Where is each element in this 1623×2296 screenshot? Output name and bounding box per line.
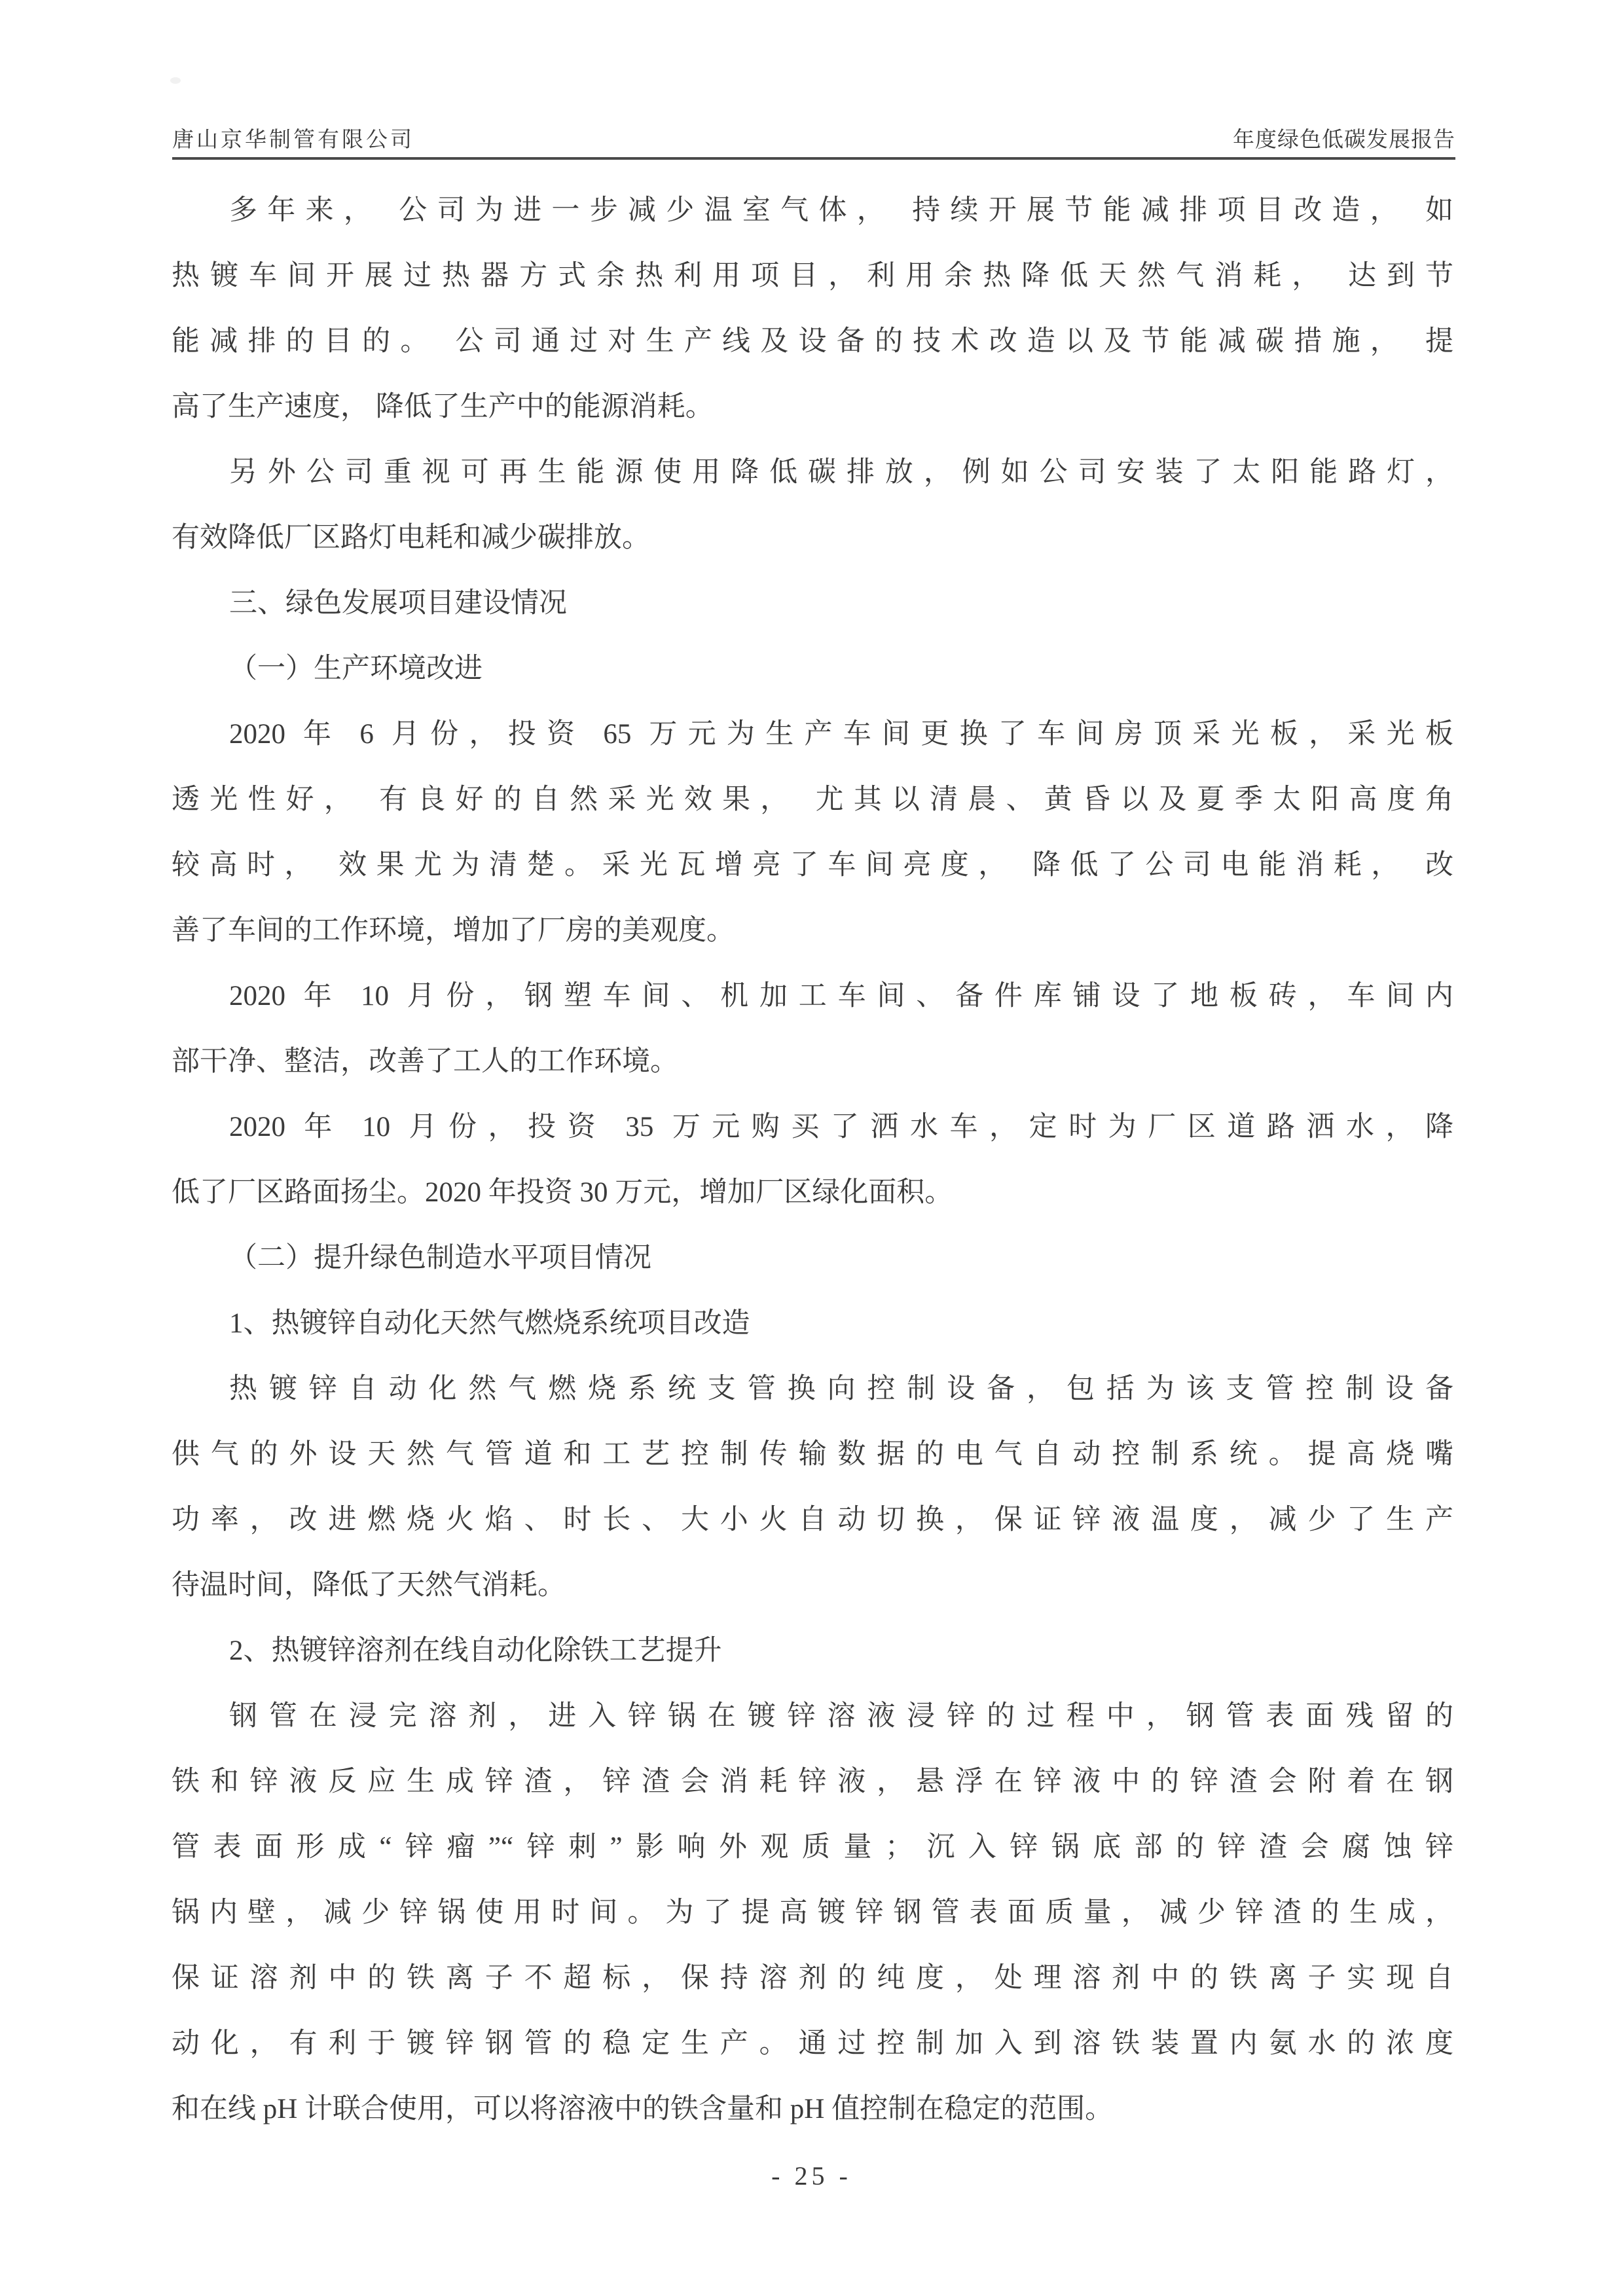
- body-line: 善了车间的工作环境，增加了厂房的美观度。: [172, 915, 735, 946]
- body-line: 和在线 pH 计联合使用，可以将溶液中的铁含量和 pH 值控制在稳定的范围。: [172, 2094, 1114, 2124]
- body-line: 动化，有利于镀锌钢管的稳定生产。通过控制加入到溶铁装置内氨水的浓度: [172, 2028, 1453, 2059]
- body-line: 2020 年 10 月份，钢塑车间、机加工车间、备件库铺设了地板砖，车间内: [229, 981, 1453, 1011]
- body-line: 另外公司重视可再生能源使用降低碳排放，例如公司安装了太阳能路灯，: [229, 457, 1453, 488]
- body-line: （二）提升绿色制造水平项目情况: [229, 1243, 651, 1273]
- body-line: 高了生产速度， 降低了生产中的能源消耗。: [172, 392, 714, 422]
- body-line: 管表面形成“锌瘤”“锌刺”影响外观质量；沉入锌锅底部的锌渣会腐蚀锌: [172, 1832, 1453, 1863]
- header-report-title: 年度绿色低碳发展报告: [1233, 128, 1455, 152]
- document-body: [172, 178, 1453, 2142]
- scan-artifact: [170, 77, 181, 84]
- body-line: （一）生产环境改进: [229, 653, 483, 684]
- page-footer: [0, 2160, 1623, 2191]
- body-line: 2、热镀锌溶剂在线自动化除铁工艺提升: [229, 1635, 722, 1666]
- body-line: 有效降低厂区路灯电耗和减少碳排放。: [172, 522, 650, 553]
- body-line: 钢管在浸完溶剂，进入锌锅在镀锌溶液浸锌的过程中，钢管表面残留的: [229, 1701, 1453, 1732]
- body-line: 2020 年 10 月份，投资 35 万元购买了洒水车，定时为厂区道路洒水，降: [229, 1112, 1453, 1142]
- body-line: 多年来， 公司为进一步减少温室气体， 持续开展节能减排项目改造， 如: [229, 195, 1453, 226]
- body-line: 2020 年 6 月份，投资 65 万元为生产车间更换了车间房顶采光板，采光板: [229, 719, 1453, 750]
- body-line: 较高时， 效果尤为清楚。采光瓦增亮了车间亮度， 降低了公司电能消耗， 改: [172, 850, 1453, 881]
- body-line: 功率，改进燃烧火焰、时长、大小火自动切换，保证锌液温度，减少了生产: [172, 1504, 1453, 1535]
- body-line: 热镀车间开展过热器方式余热利用项目，利用余热降低天然气消耗， 达到节: [172, 261, 1453, 291]
- body-line: 铁和锌液反应生成锌渣，锌渣会消耗锌液，悬浮在锌液中的锌渣会附着在钢: [172, 1766, 1453, 1797]
- body-line: 锅内壁，减少锌锅使用时间。为了提高镀锌钢管表面质量，减少锌渣的生成，: [172, 1897, 1453, 1928]
- body-line: 供气的外设天然气管道和工艺控制传输数据的电气自动控制系统。提高烧嘴: [172, 1439, 1453, 1470]
- body-line: 低了厂区路面扬尘。2020 年投资 30 万元，增加厂区绿化面积。: [172, 1177, 953, 1208]
- page-number: - 25 -: [771, 2161, 852, 2191]
- body-line: 三、绿色发展项目建设情况: [229, 588, 567, 619]
- body-line: 部干净、整洁，改善了工人的工作环境。: [172, 1046, 678, 1077]
- header-company-name: 唐山京华制管有限公司: [172, 128, 414, 152]
- body-line: 能减排的目的。 公司通过对生产线及设备的技术改造以及节能减碳措施， 提: [172, 326, 1453, 357]
- page-header: [172, 115, 1455, 160]
- body-line: 保证溶剂中的铁离子不超标，保持溶剂的纯度，处理溶剂中的铁离子实现自: [172, 1963, 1453, 1994]
- body-line: 1、热镀锌自动化天然气燃烧系统项目改造: [229, 1308, 750, 1339]
- body-line: 待温时间，降低了天然气消耗。: [172, 1570, 566, 1601]
- body-line: 热镀锌自动化然气燃烧系统支管换向控制设备，包括为该支管控制设备: [229, 1374, 1453, 1404]
- body-line: 透光性好， 有良好的自然采光效果， 尤其以清晨、黄昏以及夏季太阳高度角: [172, 784, 1453, 815]
